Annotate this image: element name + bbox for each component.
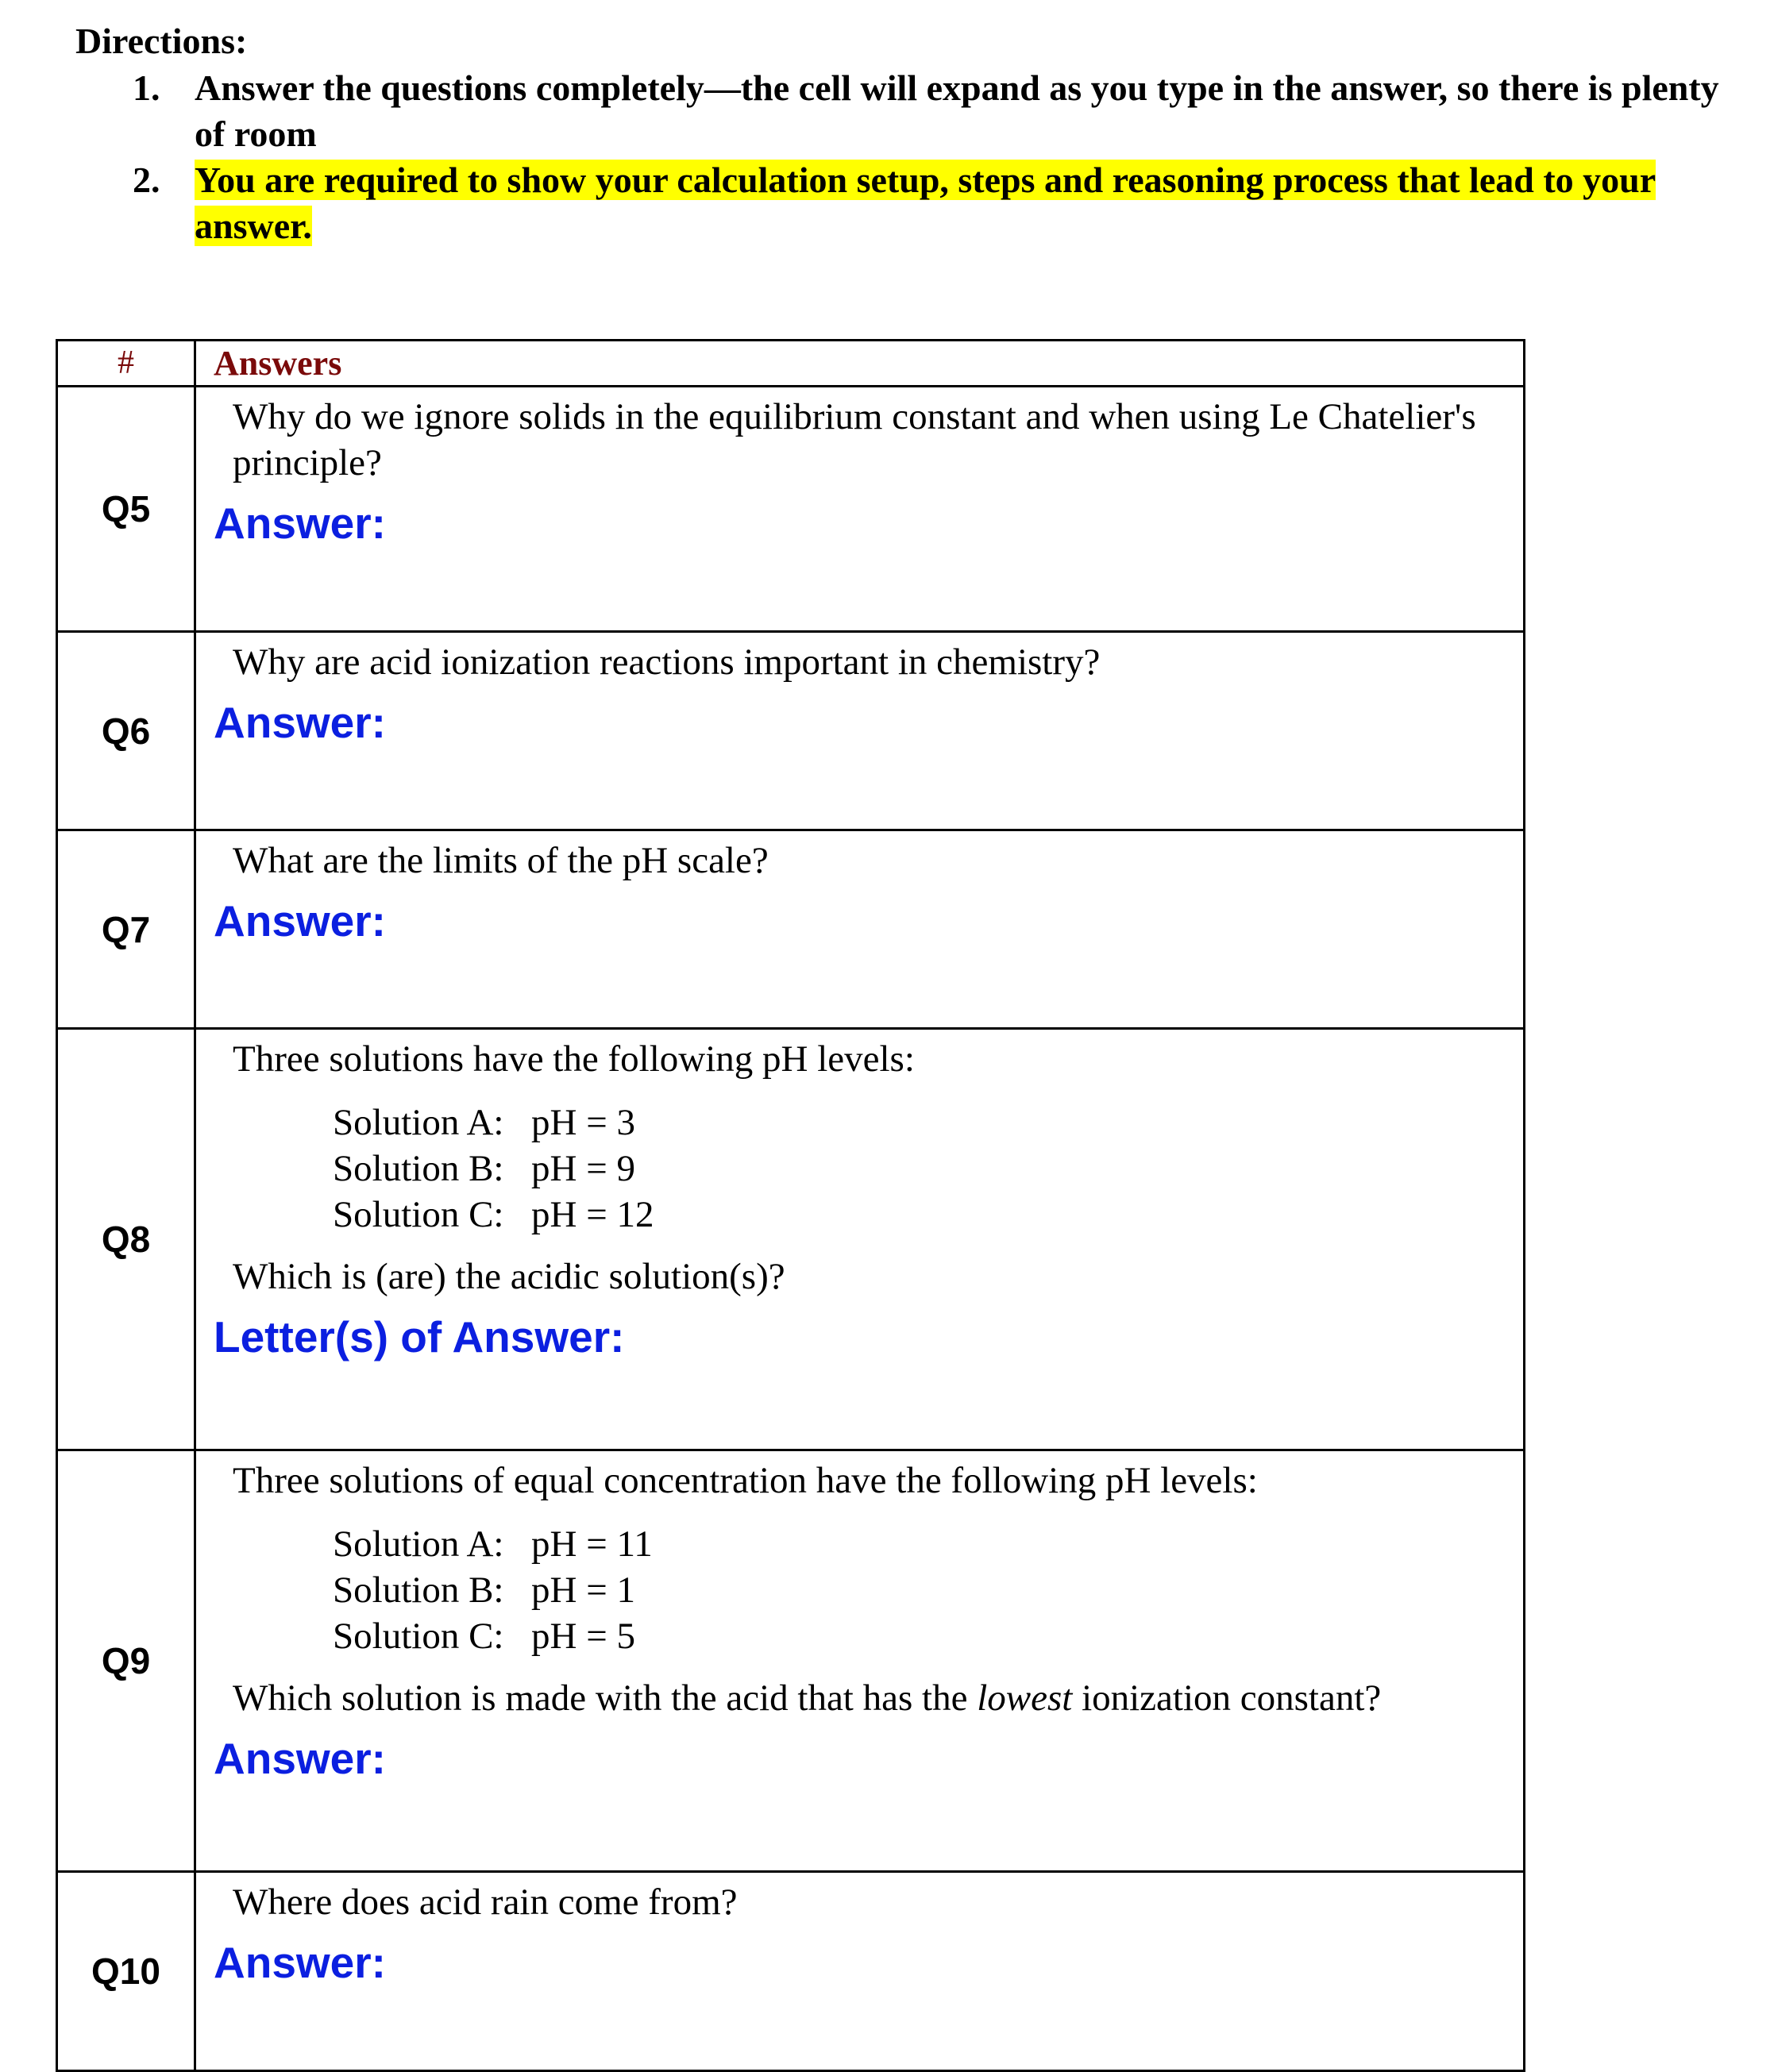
table-row-q9: [57, 1450, 1525, 1872]
answer-cell-q5[interactable]: [195, 387, 1525, 632]
question-number: Q8: [57, 1029, 195, 1450]
solution-value: pH = 12: [531, 1194, 654, 1235]
table-row-q10: [57, 1872, 1525, 2071]
question-text-post: ionization constant?: [1072, 1677, 1382, 1719]
table-header-row: [57, 341, 1525, 387]
answer-label: Answer:: [214, 499, 386, 548]
solution-label: Solution A:: [333, 1102, 504, 1143]
question-text: Why do we ignore solids in the equilibrium constant and when using Le Chatelier's principle?: [233, 396, 1476, 483]
table-row-q8: [57, 1029, 1525, 1450]
direction-text-2-highlighted: You are required to show your calculation setup, steps and reasoning process that lead to your answer.: [195, 160, 1656, 246]
table-row-q6: [57, 632, 1525, 830]
direction-item-2: [75, 157, 1751, 249]
solution-value: pH = 9: [531, 1148, 635, 1189]
question-text: Where does acid rain come from?: [233, 1881, 738, 1923]
answer-cell-q7[interactable]: [195, 830, 1525, 1029]
question-number: Q10: [57, 1872, 195, 2071]
questions-table: [56, 339, 1525, 2072]
solution-line: [333, 1613, 1499, 1659]
directions-block: [75, 17, 1751, 249]
solution-line: [333, 1146, 1499, 1192]
direction-number-2: 2.: [133, 160, 160, 200]
answer-label: Letter(s) of Answer:: [214, 1312, 625, 1361]
solution-value: pH = 5: [531, 1616, 635, 1657]
question-number: Q7: [57, 830, 195, 1029]
question-text: Which is (are) the acidic solution(s)?: [233, 1256, 785, 1297]
solution-line: [333, 1521, 1499, 1567]
header-answers: Answers: [195, 341, 1525, 387]
question-text: [214, 1675, 1499, 1721]
answer-cell-q9[interactable]: [195, 1450, 1525, 1872]
answer-cell-q8[interactable]: [195, 1029, 1525, 1450]
table-row-q7: [57, 830, 1525, 1029]
solution-line: [333, 1192, 1499, 1238]
direction-text-1: Answer the questions completely—the cell will expand as you type in the answer, so there is plenty of room: [195, 67, 1719, 154]
question-intro: Three solutions of equal concentration have the following pH levels:: [233, 1460, 1258, 1501]
question-number: Q5: [57, 387, 195, 632]
answer-label: Answer:: [214, 1734, 386, 1783]
solution-value: pH = 1: [531, 1569, 635, 1611]
header-number: #: [57, 341, 195, 387]
solution-line: [333, 1567, 1499, 1613]
direction-number-1: 1.: [133, 67, 160, 108]
question-number: Q9: [57, 1450, 195, 1872]
answer-label: Answer:: [214, 1938, 386, 1987]
solution-label: Solution C:: [333, 1194, 504, 1235]
table-row-q5: [57, 387, 1525, 632]
solution-list: [214, 1521, 1499, 1659]
question-text: What are the limits of the pH scale?: [233, 840, 769, 881]
solution-line: [333, 1100, 1499, 1146]
solution-label: Solution C:: [333, 1616, 504, 1657]
solution-value: pH = 3: [531, 1102, 635, 1143]
solution-label: Solution B:: [333, 1148, 504, 1189]
question-intro: Three solutions have the following pH levels:: [233, 1038, 915, 1080]
solution-label: Solution B:: [333, 1569, 504, 1611]
answer-cell-q6[interactable]: [195, 632, 1525, 830]
answer-label: Answer:: [214, 896, 386, 945]
answer-cell-q10[interactable]: [195, 1872, 1525, 2071]
directions-title: Directions:: [75, 21, 248, 61]
question-text: Why are acid ionization reactions important in chemistry?: [233, 641, 1101, 683]
question-number: Q6: [57, 632, 195, 830]
solution-list: [214, 1100, 1499, 1238]
solution-value: pH = 11: [531, 1523, 653, 1565]
question-text-emphasis: lowest: [977, 1677, 1073, 1719]
answer-label: Answer:: [214, 698, 386, 747]
direction-item-1: [75, 65, 1751, 157]
solution-label: Solution A:: [333, 1523, 504, 1565]
question-text-pre: Which solution is made with the acid that has the: [233, 1677, 978, 1719]
